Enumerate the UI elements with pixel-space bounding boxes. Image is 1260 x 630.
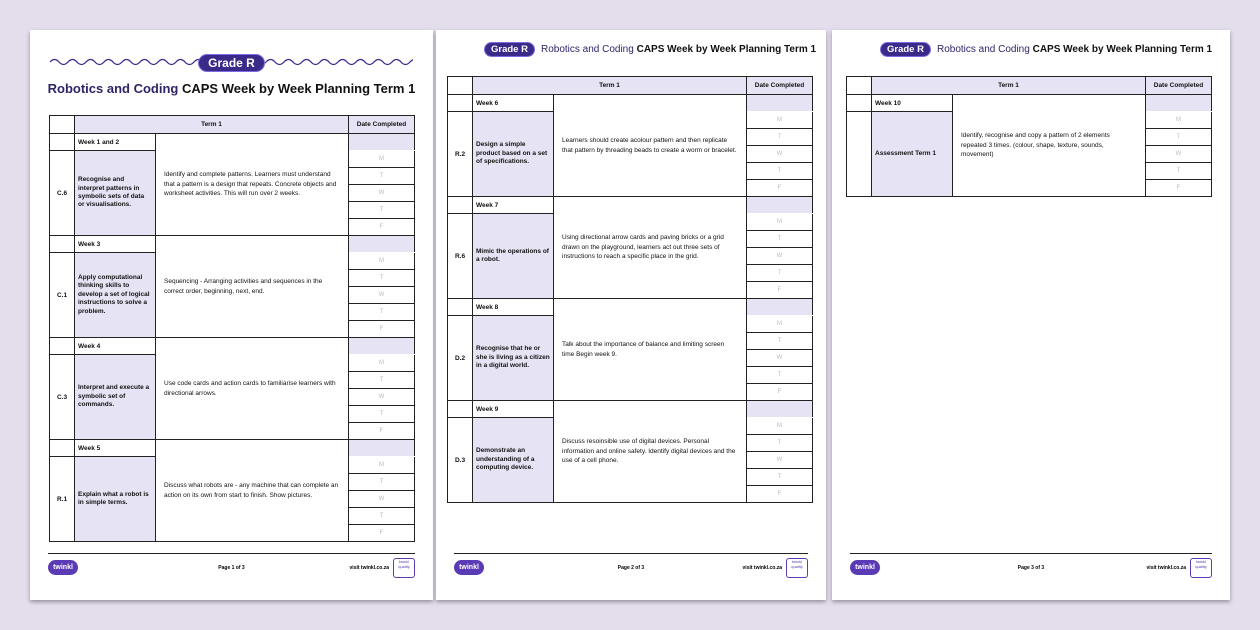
page-number: Page 1 of 3	[218, 565, 245, 571]
curriculum-code: R.6	[448, 214, 473, 299]
date-day-w[interactable]: W	[747, 452, 813, 469]
date-day-t[interactable]: T	[747, 129, 813, 146]
date-day-t[interactable]: T	[349, 406, 415, 423]
date-day-t[interactable]: T	[349, 372, 415, 389]
date-header-cell	[747, 401, 813, 418]
objective-cell: Recognise and interpret patterns in symbolic sets of data or visualisations.	[75, 151, 156, 236]
date-day-f[interactable]: F	[747, 384, 813, 401]
date-day-t[interactable]: T	[349, 508, 415, 525]
date-day-f[interactable]: F	[747, 180, 813, 197]
week-row	[448, 401, 813, 418]
date-day-m[interactable]: M	[747, 418, 813, 435]
date-day-m[interactable]: M	[349, 253, 415, 270]
week-row	[847, 95, 1212, 112]
date-day-f[interactable]: F	[1146, 180, 1212, 197]
title-rest: CAPS Week by Week Planning Term 1	[181, 81, 416, 96]
week-label: Week 8	[473, 299, 554, 316]
code-blank-cell	[50, 440, 75, 457]
date-day-w[interactable]: W	[747, 248, 813, 265]
planning-table	[447, 76, 813, 503]
grade-badge: Grade R	[198, 54, 265, 72]
date-day-m[interactable]: M	[1146, 112, 1212, 129]
date-day-f[interactable]: F	[349, 321, 415, 338]
week-label: Week 3	[75, 236, 156, 253]
objective-cell: Assessment Term 1	[872, 112, 953, 197]
page-header	[880, 42, 1212, 57]
date-day-t[interactable]: T	[349, 304, 415, 321]
code-blank-cell	[448, 401, 473, 418]
objective-cell: Design a simple product based on a set of specifications.	[473, 112, 554, 197]
week-row	[50, 440, 415, 457]
date-day-m[interactable]: M	[747, 112, 813, 129]
header-term: Term 1	[473, 77, 747, 95]
date-day-m[interactable]: M	[349, 457, 415, 474]
objective-cell: Interpret and execute a symbolic set of commands.	[75, 355, 156, 440]
curriculum-code: D.3	[448, 418, 473, 503]
twinkl-logo[interactable]: twinkl	[48, 560, 78, 575]
week-label: Week 4	[75, 338, 156, 355]
code-blank-cell	[847, 95, 872, 112]
date-day-f[interactable]: F	[747, 282, 813, 299]
code-blank-cell	[50, 236, 75, 253]
date-day-t[interactable]: T	[349, 168, 415, 185]
date-day-t[interactable]: T	[747, 163, 813, 180]
header-blank-cell	[847, 77, 872, 95]
week-label: Week 9	[473, 401, 554, 418]
quality-seal-icon: twinkl quality	[786, 558, 808, 578]
code-blank-cell	[50, 338, 75, 355]
date-day-t[interactable]: T	[1146, 129, 1212, 146]
code-blank-cell	[448, 197, 473, 214]
page-1	[30, 30, 433, 600]
week-label: Week 5	[75, 440, 156, 457]
objective-cell: Mimic the operations of a robot.	[473, 214, 554, 299]
week-label: Week 10	[872, 95, 953, 112]
header-date-completed: Date Completed	[747, 77, 813, 95]
header-term: Term 1	[75, 116, 349, 134]
objective-cell: Explain what a robot is in simple terms.	[75, 457, 156, 542]
date-header-cell	[747, 197, 813, 214]
week-label: Week 6	[473, 95, 554, 112]
title-rest: CAPS Week by Week Planning Term 1	[1032, 44, 1213, 55]
date-day-t[interactable]: T	[747, 333, 813, 350]
date-day-t[interactable]: T	[747, 435, 813, 452]
planning-table	[49, 115, 415, 542]
date-header-cell	[349, 338, 415, 355]
grade-banner	[50, 54, 413, 70]
date-header-cell	[349, 236, 415, 253]
planning-table	[846, 76, 1212, 197]
table-header-row	[847, 77, 1212, 95]
activity-description: Discuss resoinsible use of digital devices. Personal information and online safety. Identify digital devices and the use of a cell phone.	[554, 401, 747, 503]
curriculum-code	[847, 112, 872, 197]
date-day-m[interactable]: M	[747, 316, 813, 333]
date-day-t[interactable]: T	[349, 270, 415, 287]
objective-cell: Recognise that he or she is living as a citizen in a digital world.	[473, 316, 554, 401]
page-title	[30, 81, 433, 96]
title-highlight: Robotics and Coding	[936, 44, 1030, 55]
website-link[interactable]: visit twinkl.co.za	[742, 565, 782, 571]
objective-cell: Demonstrate an understanding of a computing device.	[473, 418, 554, 503]
date-day-t[interactable]: T	[349, 202, 415, 219]
date-day-m[interactable]: M	[349, 151, 415, 168]
date-day-t[interactable]: T	[747, 231, 813, 248]
date-day-f[interactable]: F	[349, 423, 415, 440]
page-footer	[48, 553, 415, 578]
objective-cell: Apply computational thinking skills to develop a set of logical instructions to solve a problem.	[75, 253, 156, 338]
date-day-t[interactable]: T	[747, 469, 813, 486]
table-header-row	[50, 116, 415, 134]
title-rest: CAPS Week by Week Planning Term 1	[636, 44, 817, 55]
page-2	[436, 30, 826, 600]
activity-description: Discuss what robots are - any machine that can complete an action on its own from start to finish. Show pictures.	[156, 440, 349, 542]
header-date-completed: Date Completed	[349, 116, 415, 134]
page-header	[484, 42, 816, 57]
week-row	[448, 95, 813, 112]
date-day-m[interactable]: M	[747, 214, 813, 231]
date-day-t[interactable]: T	[349, 474, 415, 491]
date-day-w[interactable]: W	[747, 146, 813, 163]
activity-description: Using directional arrow cards and paving bricks or a grid drawn on the playground, learners act out three sets of instructions to reach a specific place in the grid.	[554, 197, 747, 299]
date-day-f[interactable]: F	[747, 486, 813, 503]
week-row	[50, 236, 415, 253]
grade-badge: Grade R	[484, 42, 535, 57]
twinkl-logo[interactable]: twinkl	[850, 560, 880, 575]
curriculum-code: D.2	[448, 316, 473, 401]
page-3	[832, 30, 1230, 600]
table-header-row	[448, 77, 813, 95]
week-row	[448, 299, 813, 316]
date-day-w[interactable]: W	[349, 389, 415, 406]
code-blank-cell	[50, 134, 75, 151]
page-footer	[850, 553, 1212, 578]
date-header-cell	[1146, 95, 1212, 112]
activity-description: Learners should create acolour pattern and then replicate that pattern by threading beads to create a worm or bracelet.	[554, 95, 747, 197]
website-link[interactable]: visit twinkl.co.za	[349, 565, 389, 571]
date-header-cell	[349, 440, 415, 457]
quality-seal-icon: twinkl quality	[1190, 558, 1212, 578]
date-day-m[interactable]: M	[349, 355, 415, 372]
activity-description: Talk about the importance of balance and limiting screen time Begin week 9.	[554, 299, 747, 401]
date-header-cell	[349, 134, 415, 151]
curriculum-code: R.1	[50, 457, 75, 542]
title-highlight: Robotics and Coding	[47, 81, 179, 96]
activity-description: Sequencing - Arranging activities and sequences in the correct order, beginning, next, end.	[156, 236, 349, 338]
header-blank-cell	[50, 116, 75, 134]
curriculum-code: R.2	[448, 112, 473, 197]
date-day-t[interactable]: T	[747, 367, 813, 384]
header-term: Term 1	[872, 77, 1146, 95]
curriculum-code: C.1	[50, 253, 75, 338]
website-link[interactable]: visit twinkl.co.za	[1146, 565, 1186, 571]
curriculum-code: C.3	[50, 355, 75, 440]
curriculum-code: C.6	[50, 151, 75, 236]
page-number: Page 3 of 3	[1017, 565, 1045, 571]
title-highlight: Robotics and Coding	[540, 44, 634, 55]
date-header-cell	[747, 299, 813, 316]
activity-description: Use code cards and action cards to familiarise learners with directional arrows.	[156, 338, 349, 440]
quality-seal-icon: twinkl quality	[393, 558, 415, 578]
week-label: Week 1 and 2	[75, 134, 156, 151]
week-row	[448, 197, 813, 214]
date-day-w[interactable]: W	[1146, 146, 1212, 163]
date-day-t[interactable]: T	[747, 265, 813, 282]
grade-badge: Grade R	[880, 42, 931, 57]
date-day-t[interactable]: T	[1146, 163, 1212, 180]
page-footer	[454, 553, 808, 578]
week-label: Week 7	[473, 197, 554, 214]
header-date-completed: Date Completed	[1146, 77, 1212, 95]
date-day-w[interactable]: W	[349, 287, 415, 304]
activity-description: Identify and complete patterns. Learners must understand that a pattern is a design that repeats. Concrete objects and worksheet activities. This will run over 2 weeks.	[156, 134, 349, 236]
code-blank-cell	[448, 95, 473, 112]
activity-description: Identify, recognise and copy a pattern of 2 elements repeated 3 times. (colour, shape, texture, sounds, movement)	[953, 95, 1146, 197]
date-day-f[interactable]: F	[349, 219, 415, 236]
date-day-w[interactable]: W	[747, 350, 813, 367]
header-blank-cell	[448, 77, 473, 95]
date-day-w[interactable]: W	[349, 185, 415, 202]
week-row	[50, 134, 415, 151]
date-day-f[interactable]: F	[349, 525, 415, 542]
week-row	[50, 338, 415, 355]
twinkl-logo[interactable]: twinkl	[454, 560, 484, 575]
page-number: Page 2 of 3	[617, 565, 645, 571]
date-day-w[interactable]: W	[349, 491, 415, 508]
code-blank-cell	[448, 299, 473, 316]
date-header-cell	[747, 95, 813, 112]
